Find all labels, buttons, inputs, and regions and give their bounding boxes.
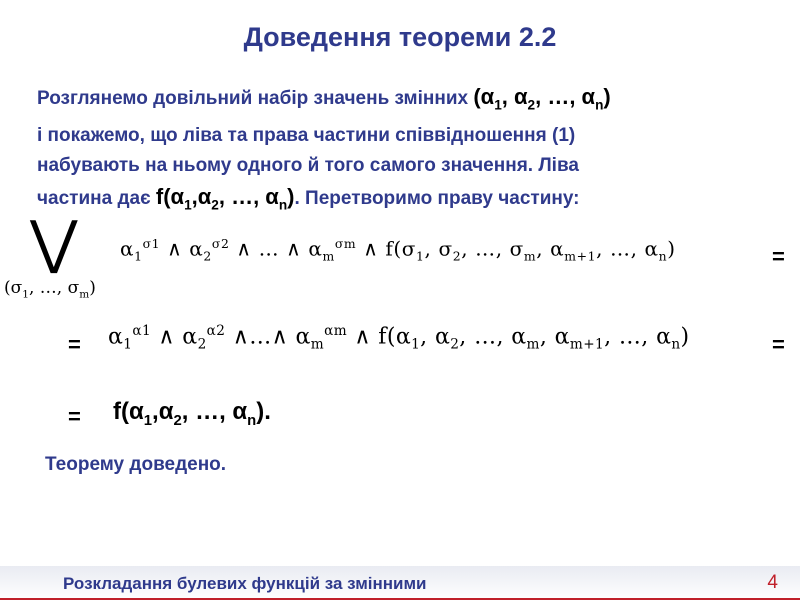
equation-2-rhs: $\alpha_1^{\alpha 1}$ ∧ $\alpha_2^{\alpha 2}$ ∧…∧ $\alpha_m^{\alpha m}$ ∧ $f(\alpha_1$, $\alpha_2$, …, $\alpha_m$, $\alpha_{m+1}$, …, $\alpha_n$) bbox=[108, 323, 690, 353]
page-number: 4 bbox=[767, 572, 778, 593]
proof-paragraph bbox=[37, 82, 777, 221]
equals-sign: = bbox=[772, 244, 785, 269]
result-formula: $f(\alpha_1,\alpha_2$, …, $\alpha_n$). bbox=[113, 398, 271, 429]
slide-title: Доведення теореми 2.2 bbox=[243, 22, 557, 52]
para-line-2: і покажемо, що ліва та права частини співвідношення (1) bbox=[37, 124, 576, 146]
conclusion-text: Теорему доведено. bbox=[45, 454, 227, 475]
para-text: Розглянемо довільний набір значень змінних bbox=[37, 88, 474, 109]
equals-sign: = bbox=[68, 404, 81, 429]
para-line-3: набувають на ньому одного й того самого значення. Ліва bbox=[37, 155, 579, 177]
tuple-alpha: ($\alpha_1$, $\alpha_2$, …, $\alpha_n$) bbox=[473, 84, 611, 113]
equation-1-rhs: $\alpha_1^{\sigma 1}$ ∧ $\alpha_2^{\sigma 2}$ ∧ … ∧ $\alpha_m^{\sigma m}$ ∧ $f(\sigma_1$, $\sigma_2$, …, $\sigma_m$, $\alpha_{m+1}$, …, $\alpha_n$) bbox=[120, 236, 676, 264]
para-line-1 bbox=[37, 82, 777, 121]
left-side-formula: $f(\alpha_1,\alpha_2$, …, $\alpha_n$) bbox=[155, 183, 295, 213]
para-line-4: частина дає $f(\alpha_1,\alpha_2$, …, $\alpha_n$). Перетворимо праву частину: bbox=[37, 183, 580, 213]
footer-title: Розкладання булевих функцій за змінними bbox=[63, 574, 427, 593]
bigvee-operator: ⋁ bbox=[30, 208, 78, 276]
equals-sign: = bbox=[68, 332, 81, 357]
equals-sign: = bbox=[772, 332, 785, 357]
bigvee-subscript: ($\sigma_1$, …, $\sigma_m$) bbox=[4, 278, 96, 301]
